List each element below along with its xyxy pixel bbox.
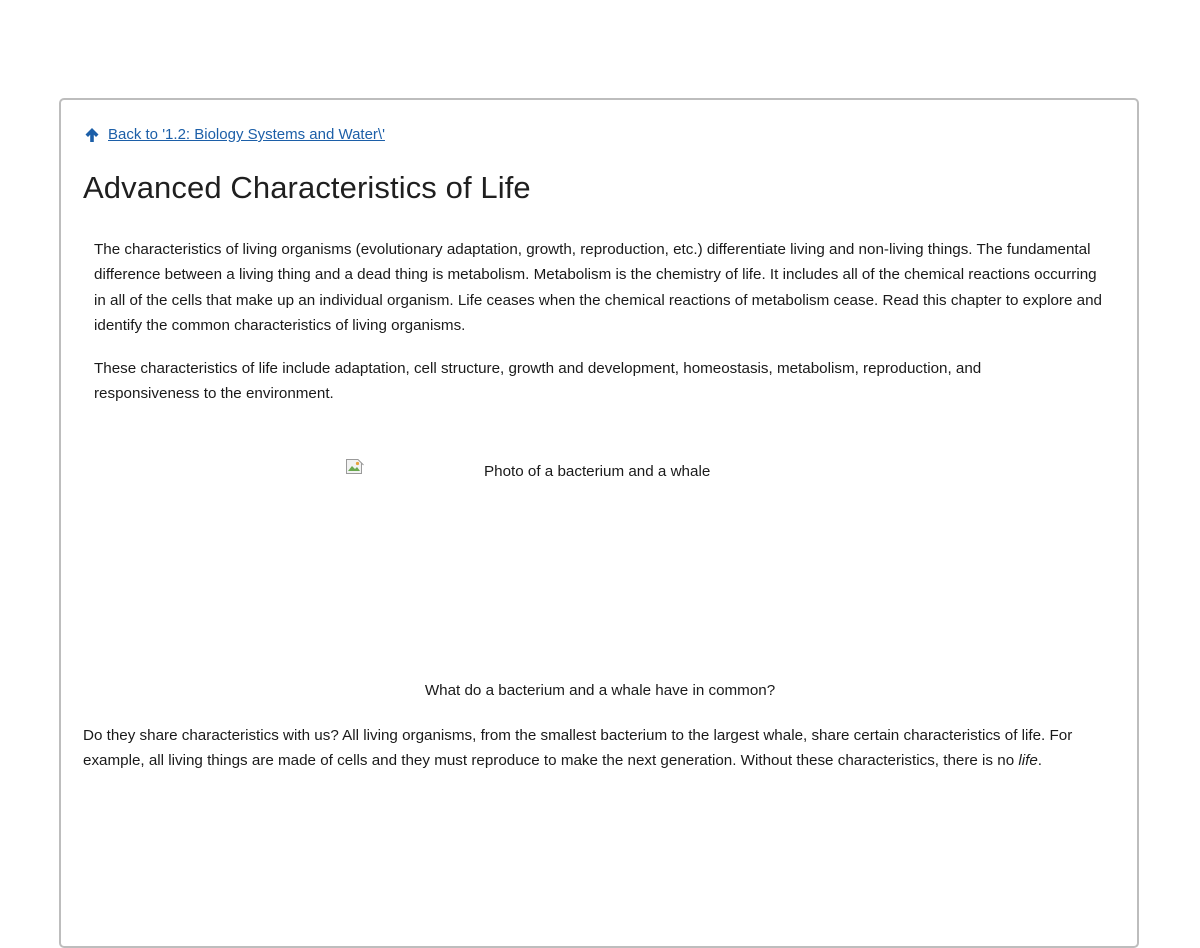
- figure-caption: What do a bacterium and a whale have in common?: [424, 682, 776, 699]
- broken-image-icon: [346, 459, 364, 475]
- figure-alt-text: Photo of a bacterium and a whale: [484, 463, 711, 480]
- figure-image: [346, 459, 364, 475]
- intro-paragraph-1: The characteristics of living organisms (evolutionary adaptation, growth, reproduction, etc.) differentiate living and non-living things. The fundamental difference between a living thing and a dead thing is metabolism. Metabolism is the chemistry of life. It includes all of the chemical reactions occurring in all of the cells that make up an individual organism. Life ceases when the chemical reactions of metabolism cease. Read this chapter to explore and identify the common characteristics of living organisms.: [94, 241, 1102, 334]
- back-link[interactable]: [84, 126, 385, 143]
- body-paragraph-end: .: [1037, 752, 1043, 770]
- body-paragraph-emphasis: life: [1018, 752, 1038, 770]
- arrow-up-icon: [84, 127, 100, 143]
- content-card: [59, 98, 1139, 948]
- body-paragraph-text: Do they share characteristics with us? All living organisms, from the smallest bacterium to the largest whale, share certain characteristics of life. For example, all living things are made of cells and they must reproduce to make the next generation. Without these characteristics, there is no: [83, 727, 1073, 770]
- body-paragraph: [83, 723, 1113, 774]
- back-link-label[interactable]: Back to '1.2: Biology Systems and Water\': [108, 126, 385, 143]
- intro-paragraph-2: These characteristics of life include adaptation, cell structure, growth and development, homeostasis, metabolism, reproduction, and responsiveness to the environment.: [94, 360, 982, 403]
- page-title: Advanced Characteristics of Life: [83, 170, 531, 205]
